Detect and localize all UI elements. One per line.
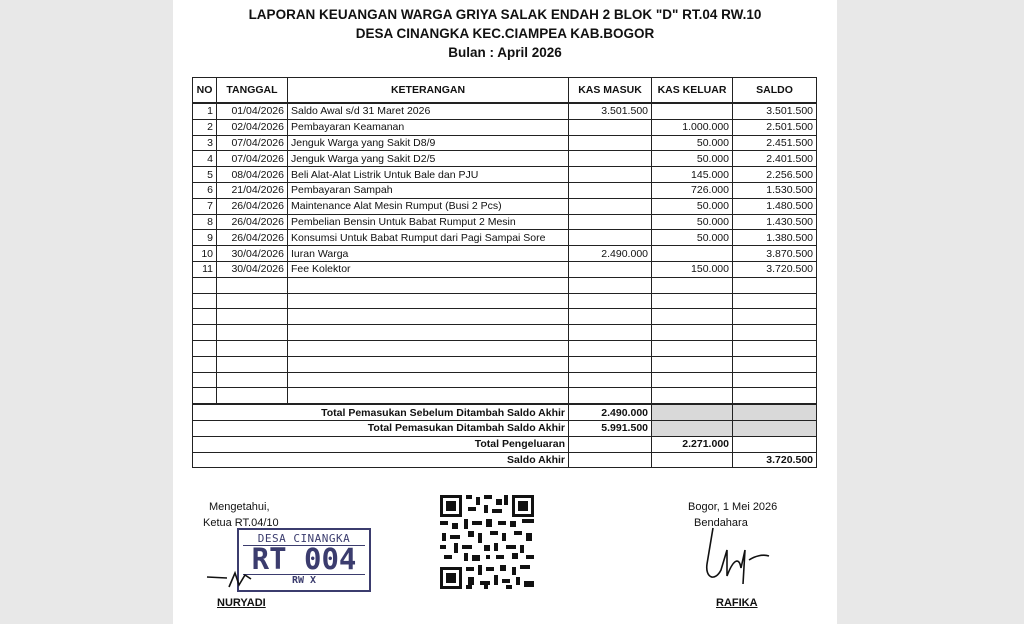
cell-kas-masuk <box>569 214 652 230</box>
summary-row <box>193 404 817 420</box>
cell-keterangan <box>288 388 569 404</box>
cell-tanggal: 07/04/2026 <box>217 135 288 151</box>
table-row <box>193 372 817 388</box>
cell-keterangan <box>288 293 569 309</box>
cell-tanggal: 30/04/2026 <box>217 261 288 277</box>
cell-no: 3 <box>193 135 217 151</box>
cell-kas-keluar <box>652 246 733 262</box>
table-row <box>193 261 817 277</box>
cell-no <box>193 372 217 388</box>
col-header-tanggal: TANGGAL <box>217 78 288 104</box>
cell-kas-keluar <box>652 103 733 119</box>
summary-keluar <box>652 420 733 436</box>
cell-kas-keluar <box>652 340 733 356</box>
summary-row <box>193 436 817 452</box>
report-period: Bulan : April 2026 <box>448 45 562 60</box>
cell-saldo: 3.870.500 <box>733 246 817 262</box>
summary-saldo <box>733 420 817 436</box>
cell-kas-masuk <box>569 182 652 198</box>
table-row <box>193 182 817 198</box>
cell-saldo: 1.480.500 <box>733 198 817 214</box>
cell-no: 6 <box>193 182 217 198</box>
summary-keluar: 2.271.000 <box>652 436 733 452</box>
right-signature-mark <box>693 520 773 592</box>
cell-keterangan: Pembayaran Keamanan <box>288 119 569 135</box>
cell-saldo: 2.501.500 <box>733 119 817 135</box>
cell-saldo <box>733 340 817 356</box>
stamp-bottom-text: RW X <box>291 575 317 586</box>
cell-keterangan: Saldo Awal s/d 31 Maret 2026 <box>288 103 569 119</box>
cell-tanggal <box>217 388 288 404</box>
cell-keterangan: Jenguk Warga yang Sakit D8/9 <box>288 135 569 151</box>
cell-saldo <box>733 388 817 404</box>
col-header-kas-masuk: KAS MASUK <box>569 78 652 104</box>
cell-kas-masuk <box>569 293 652 309</box>
col-header-keterangan: KETERANGAN <box>288 78 569 104</box>
table-row <box>193 309 817 325</box>
cell-no <box>193 325 217 341</box>
summary-masuk <box>569 452 652 468</box>
summary-label: Total Pemasukan Ditambah Saldo Akhir <box>193 420 569 436</box>
cell-saldo <box>733 372 817 388</box>
left-signature-mark <box>205 565 265 595</box>
cell-no <box>193 309 217 325</box>
table-row <box>193 293 817 309</box>
cell-tanggal <box>217 277 288 293</box>
cell-saldo <box>733 277 817 293</box>
cell-kas-keluar <box>652 388 733 404</box>
cell-keterangan <box>288 309 569 325</box>
cell-kas-keluar: 145.000 <box>652 167 733 183</box>
report-title: LAPORAN KEUANGAN WARGA GRIYA SALAK ENDAH 2 BLOK "D" RT.04 RW.10 <box>248 7 762 22</box>
summary-label: Saldo Akhir <box>193 452 569 468</box>
table-row <box>193 167 817 183</box>
cell-tanggal <box>217 372 288 388</box>
table-row <box>193 340 817 356</box>
cell-kas-keluar: 150.000 <box>652 261 733 277</box>
cell-saldo: 3.720.500 <box>733 261 817 277</box>
cell-no <box>193 356 217 372</box>
cell-tanggal <box>217 356 288 372</box>
cell-kas-masuk <box>569 119 652 135</box>
cell-no <box>193 388 217 404</box>
col-header-no: NO <box>193 78 217 104</box>
cell-no: 9 <box>193 230 217 246</box>
cell-kas-keluar <box>652 372 733 388</box>
cell-tanggal: 01/04/2026 <box>217 103 288 119</box>
stamp-main-text: RT 004 <box>251 542 357 576</box>
right-place-date: Bogor, 1 Mei 2026 <box>688 501 778 513</box>
cell-saldo: 1.380.500 <box>733 230 817 246</box>
document-page <box>173 0 837 624</box>
cell-kas-keluar <box>652 356 733 372</box>
cell-tanggal: 21/04/2026 <box>217 182 288 198</box>
cell-tanggal: 26/04/2026 <box>217 230 288 246</box>
cell-keterangan: Pembayaran Sampah <box>288 182 569 198</box>
cell-no: 4 <box>193 151 217 167</box>
cell-keterangan <box>288 372 569 388</box>
cell-kas-keluar: 50.000 <box>652 198 733 214</box>
cell-kas-masuk <box>569 151 652 167</box>
summary-row <box>193 420 817 436</box>
summary-label: Total Pengeluaran <box>193 436 569 452</box>
table-row <box>193 388 817 404</box>
cell-tanggal: 02/04/2026 <box>217 119 288 135</box>
cell-saldo <box>733 325 817 341</box>
summary-row <box>193 452 817 468</box>
cell-no: 1 <box>193 103 217 119</box>
cell-no <box>193 293 217 309</box>
col-header-kas-keluar: KAS KELUAR <box>652 78 733 104</box>
table-row <box>193 277 817 293</box>
cell-saldo: 2.401.500 <box>733 151 817 167</box>
cell-kas-masuk: 2.490.000 <box>569 246 652 262</box>
cell-kas-keluar: 726.000 <box>652 182 733 198</box>
stamp-top-text: DESA CINANGKA <box>257 532 351 545</box>
summary-saldo <box>733 404 817 420</box>
cell-keterangan <box>288 356 569 372</box>
cell-saldo: 1.430.500 <box>733 214 817 230</box>
cell-saldo <box>733 356 817 372</box>
table-row <box>193 119 817 135</box>
cell-keterangan: Konsumsi Untuk Babat Rumput dari Pagi Sampai Sore <box>288 230 569 246</box>
cell-kas-keluar: 1.000.000 <box>652 119 733 135</box>
table-row <box>193 103 817 119</box>
summary-keluar <box>652 452 733 468</box>
cell-kas-masuk <box>569 261 652 277</box>
cell-no: 8 <box>193 214 217 230</box>
cell-tanggal: 26/04/2026 <box>217 198 288 214</box>
cell-kas-keluar <box>652 309 733 325</box>
cell-keterangan: Pembelian Bensin Untuk Babat Rumput 2 Mesin <box>288 214 569 230</box>
cell-saldo <box>733 293 817 309</box>
cell-keterangan <box>288 340 569 356</box>
cell-kas-masuk <box>569 230 652 246</box>
table-row <box>193 246 817 262</box>
cell-kas-keluar <box>652 325 733 341</box>
cell-tanggal: 07/04/2026 <box>217 151 288 167</box>
cell-no: 11 <box>193 261 217 277</box>
cell-keterangan: Beli Alat-Alat Listrik Untuk Bale dan PJU <box>288 167 569 183</box>
cell-saldo: 3.501.500 <box>733 103 817 119</box>
col-header-saldo: SALDO <box>733 78 817 104</box>
table-row <box>193 325 817 341</box>
table-row <box>193 356 817 372</box>
cell-kas-masuk <box>569 388 652 404</box>
cell-keterangan: Jenguk Warga yang Sakit D2/5 <box>288 151 569 167</box>
cell-kas-keluar <box>652 277 733 293</box>
cell-tanggal: 08/04/2026 <box>217 167 288 183</box>
summary-keluar <box>652 404 733 420</box>
left-greeting: Mengetahui, <box>209 501 270 513</box>
right-signer-name: RAFIKA <box>716 597 758 609</box>
table-row <box>193 135 817 151</box>
cell-no: 7 <box>193 198 217 214</box>
cell-keterangan <box>288 325 569 341</box>
report-subtitle: DESA CINANGKA KEC.CIAMPEA KAB.BOGOR <box>355 26 655 41</box>
cell-no: 5 <box>193 167 217 183</box>
left-signer-name: NURYADI <box>217 597 266 609</box>
cell-kas-keluar <box>652 293 733 309</box>
qr-code <box>440 495 534 589</box>
summary-masuk: 5.991.500 <box>569 420 652 436</box>
finance-table <box>192 77 817 468</box>
cell-tanggal <box>217 340 288 356</box>
table-header-row <box>193 78 817 104</box>
summary-label: Total Pemasukan Sebelum Ditambah Saldo Akhir <box>193 404 569 420</box>
cell-kas-masuk <box>569 309 652 325</box>
right-role: Bendahara <box>694 517 748 529</box>
cell-kas-masuk <box>569 372 652 388</box>
cell-tanggal <box>217 293 288 309</box>
cell-no <box>193 277 217 293</box>
cell-saldo: 2.451.500 <box>733 135 817 151</box>
cell-tanggal: 26/04/2026 <box>217 214 288 230</box>
cell-kas-keluar: 50.000 <box>652 135 733 151</box>
left-role: Ketua RT.04/10 <box>203 517 279 529</box>
cell-kas-masuk <box>569 167 652 183</box>
cell-kas-masuk <box>569 340 652 356</box>
cell-kas-masuk <box>569 198 652 214</box>
cell-no <box>193 340 217 356</box>
cell-kas-masuk <box>569 325 652 341</box>
cell-kas-keluar: 50.000 <box>652 214 733 230</box>
summary-masuk <box>569 436 652 452</box>
summary-saldo <box>733 436 817 452</box>
cell-keterangan: Fee Kolektor <box>288 261 569 277</box>
cell-kas-masuk <box>569 277 652 293</box>
cell-kas-keluar: 50.000 <box>652 151 733 167</box>
summary-masuk: 2.490.000 <box>569 404 652 420</box>
table-row <box>193 151 817 167</box>
cell-kas-keluar: 50.000 <box>652 230 733 246</box>
cell-no: 2 <box>193 119 217 135</box>
cell-keterangan <box>288 277 569 293</box>
cell-kas-masuk <box>569 135 652 151</box>
cell-keterangan: Iuran Warga <box>288 246 569 262</box>
table-row <box>193 230 817 246</box>
cell-no: 10 <box>193 246 217 262</box>
cell-kas-masuk: 3.501.500 <box>569 103 652 119</box>
cell-saldo <box>733 309 817 325</box>
table-row <box>193 198 817 214</box>
cell-tanggal <box>217 309 288 325</box>
cell-tanggal <box>217 325 288 341</box>
cell-saldo: 1.530.500 <box>733 182 817 198</box>
cell-saldo: 2.256.500 <box>733 167 817 183</box>
cell-keterangan: Maintenance Alat Mesin Rumput (Busi 2 Pcs) <box>288 198 569 214</box>
summary-saldo: 3.720.500 <box>733 452 817 468</box>
cell-tanggal: 30/04/2026 <box>217 246 288 262</box>
cell-kas-masuk <box>569 356 652 372</box>
table-row <box>193 214 817 230</box>
